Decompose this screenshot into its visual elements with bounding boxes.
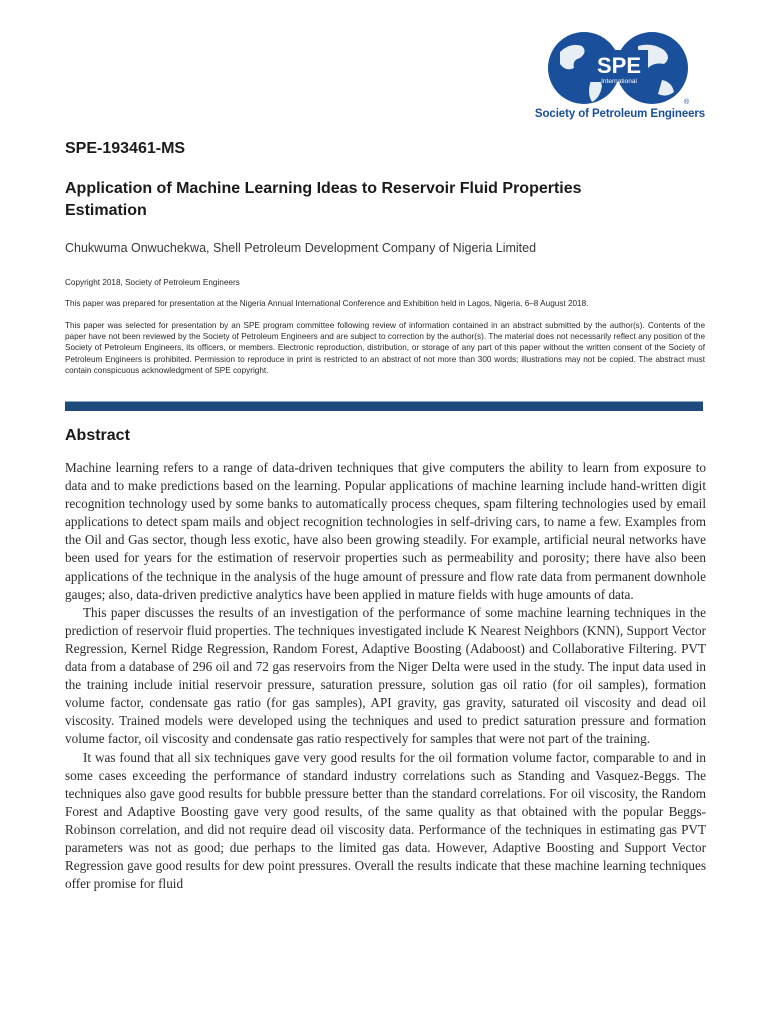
logo-brand: SPE bbox=[596, 53, 642, 78]
abstract-body bbox=[65, 459, 706, 893]
logo-subbrand: International bbox=[601, 78, 637, 85]
abstract-paragraph: This paper discusses the results of an investigation of the performance of some machine learning techniques in the prediction of reservoir fluid properties. The techniques investigated include K Nearest Neighbors (KNN), Support Vector Regression, Kernel Ridge Regression, Random Forest, Adaptive Boosting (Adaboost) and Collaborative Filtering. PVT data from a database of 296 oil and 72 gas reservoirs from the Niger Delta were used in the study. The input data used in the training include initial reservoir pressure, saturation pressure, solution gas oil ratio (for oil samples), formation volume factor, condensate gas ratio (for gas samples), API gravity, gas gravity, saturated oil viscosity and dead oil viscosity. Trained models were developed using the techniques and used to predict saturation pressure and formation volume factor, oil viscosity and condensate gas ratio respectively for samples that were not part of the training. bbox=[65, 604, 706, 747]
paper-id: SPE-193461-MS bbox=[65, 140, 186, 157]
copyright-notice: Copyright 2018, Society of Petroleum Engineers bbox=[65, 278, 240, 287]
paper-title: Application of Machine Learning Ideas to Reservoir Fluid Properties Estimation bbox=[65, 180, 582, 219]
registered-mark: ® bbox=[684, 99, 690, 106]
section-divider bbox=[65, 401, 703, 411]
abstract-paragraph: It was found that all six techniques gave very good results for the oil formation volume factor, comparable to and in some cases exceeding the performance of standard industry correlations such as Standing and Vasquez-Beggs. The techniques also gave good results for bubble pressure better than the standard correlations. For oil viscosity, the Random Forest and Adaptive Boosting gave very good results, of the same quality as that obtained with the popular Beggs-Robinson correlation, and did not require dead oil viscosity data. Performance of the techniques in estimating gas PVT parameters was not as good; due perhaps to the limited gas data. However, Adaptive Boosting and Support Vector Regression gave good results for dew point pressures. Overall the results indicate that these machine learning techniques offer promise for fluid bbox=[65, 749, 706, 892]
abstract-heading: Abstract bbox=[65, 427, 130, 444]
spe-logo bbox=[530, 30, 710, 125]
presentation-note: This paper was prepared for presentation at the Nigeria Annual International Conference and Exhibition held in Lagos, Nigeria, 6–8 August 2018. bbox=[65, 299, 589, 308]
abstract-paragraph: Machine learning refers to a range of data-driven techniques that give computers the ability to learn from exposure to data and to make predictions based on the learning. Popular applications of machine learning include hand-written digit recognition technology used by some banks to automatically process cheques, spam filtering technologies used by email applications to detect spam mails and object recognition technologies in self-driving cars, to name a few. Examples from the Oil and Gas sector, though less exotic, have also been growing steadily. For example, artificial neural networks have been used for years for the estimation of reservoir properties such as permeability and porosity; there have also been applications of the technique in the analysis of the huge amount of pressure and flow rate data from permanent downhole gauges; also, data-driven predictive analytics have been applied in mature fields with huge amounts of data. bbox=[65, 460, 706, 602]
spe-globe-icon bbox=[534, 30, 706, 110]
author-line: Chukwuma Onwuchekwa, Shell Petroleum Development Company of Nigeria Limited bbox=[65, 241, 537, 255]
selection-note: This paper was selected for presentation by an SPE program committee following review of information contained in an abstract submitted by the author(s). Contents of the paper have not been reviewed by the Society of Petroleum Engineers and are subject to correction by the author(s). The material does not necessarily reflect any position of the Society of Petroleum Engineers, its officers, or members. Electronic reproduction, distribution, or storage of any part of this paper without the written consent of the Society of Petroleum Engineers is prohibited. Permission to reproduce in print is restricted to an abstract of not more than 300 words; illustrations may not be copied. The abstract must contain conspicuous acknowledgment of SPE copyright. bbox=[65, 321, 705, 375]
logo-tagline: Society of Petroleum Engineers bbox=[534, 108, 706, 120]
